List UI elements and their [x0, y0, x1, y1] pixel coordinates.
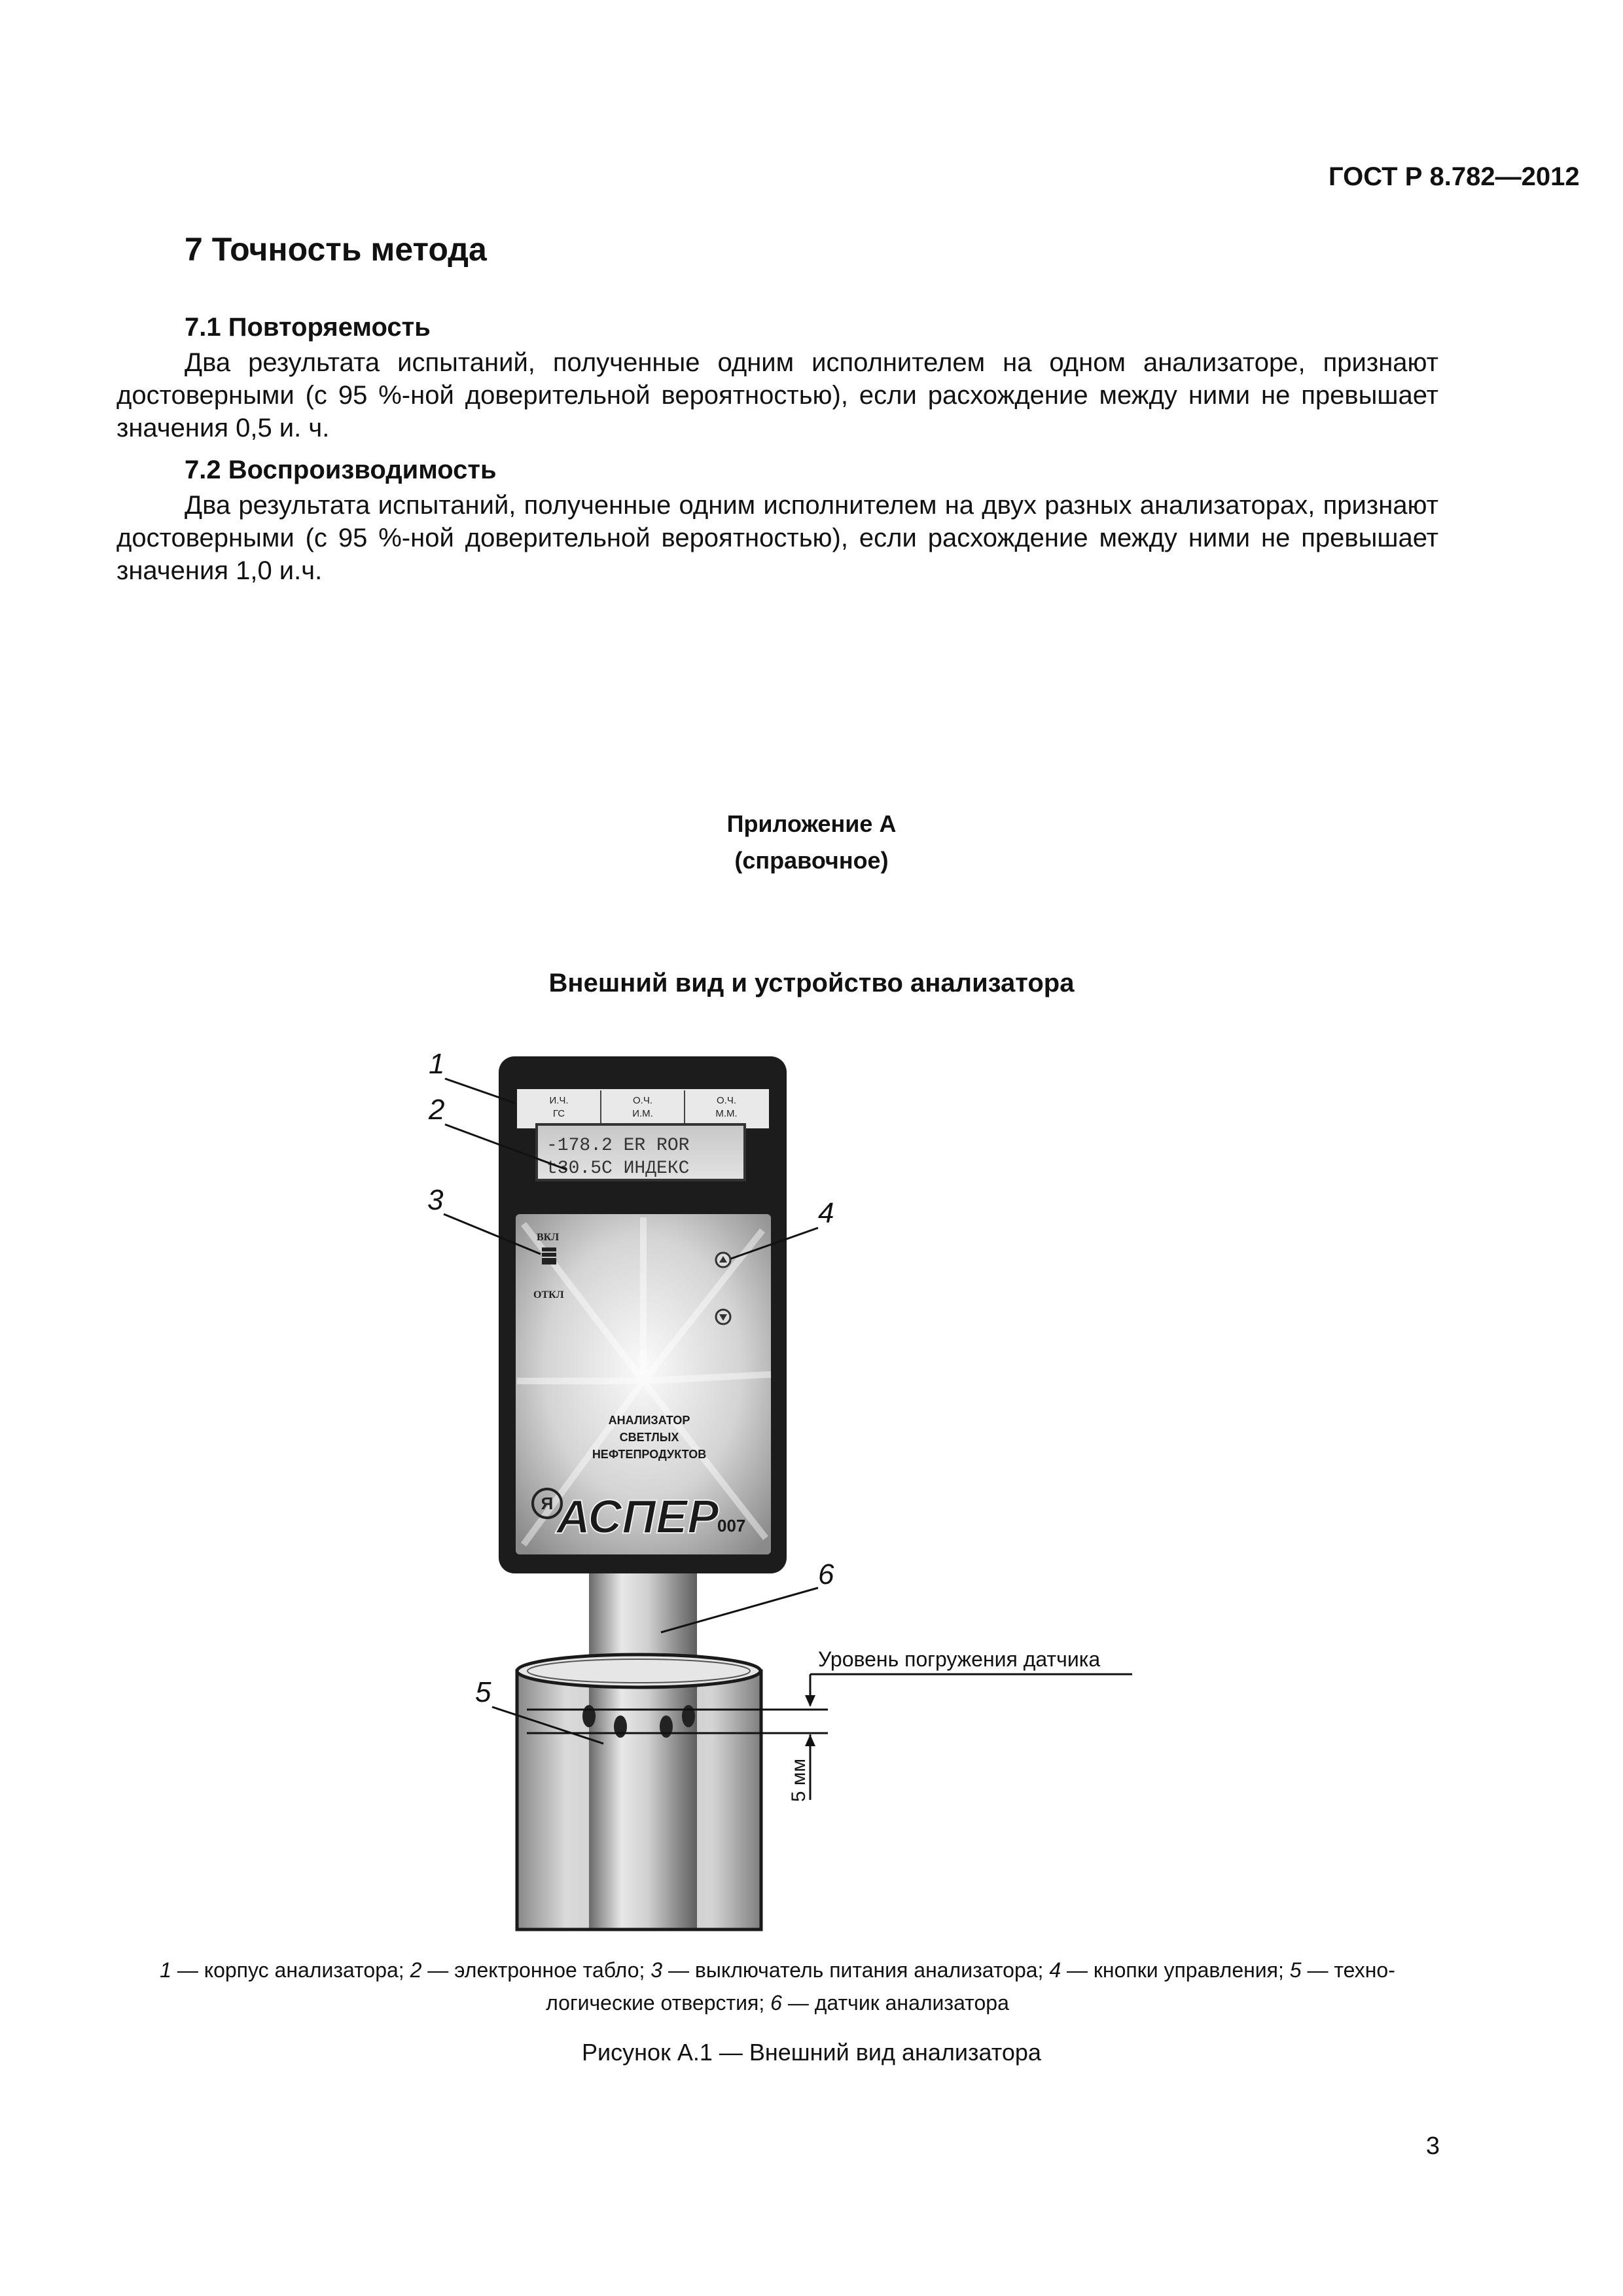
device-label-line-1: АНАЛИЗАТОР — [608, 1414, 690, 1427]
legend-num-4: 4 — [1049, 1958, 1061, 1982]
legend-text-6: — датчик анализатора — [781, 1991, 1009, 2015]
appendix-title: Внешний вид и устройство анализатора — [548, 969, 1075, 997]
legend-num-1: 1 — [160, 1958, 171, 1982]
page-number: 3 — [1425, 2132, 1440, 2160]
callout-5: 5 — [475, 1676, 491, 1708]
legend-num-6: 6 — [770, 1991, 782, 2015]
display-header-2: О.Ч. — [633, 1095, 652, 1106]
figure-caption: Рисунок А.1 — Внешний вид анализатора — [582, 2039, 1041, 2066]
callout-2: 2 — [429, 1094, 445, 1126]
paragraph-repeatability-text: Два результата испытаний, полученные одним исполнителем на одном анализаторе, признают достоверными (с 95 %-ной доверительной вероятностью), если расхождение между ними не превышает значения 0,5 и. ч. — [116, 348, 1438, 442]
brand-name: АСПЕР — [556, 1491, 719, 1543]
display-line-1: -178.2 ER ROR — [546, 1136, 690, 1156]
standard-number: ГОСТ Р 8.782—2012 — [1329, 162, 1580, 191]
callout-1: 1 — [429, 1048, 445, 1080]
display-line-2: t30.5C ИНДЕКС — [546, 1158, 690, 1179]
display-header-1b: ГС — [552, 1108, 565, 1119]
legend-text-5: — техно-логические отверстия; — [546, 1958, 1395, 2015]
legend-text-1: — корпус анализатора; — [171, 1958, 410, 1982]
electronic-display — [537, 1124, 745, 1180]
logo-letter: Я — [541, 1494, 554, 1513]
display-header-3: О.Ч. — [717, 1095, 736, 1106]
display-header — [517, 1089, 769, 1128]
legend-text-3: — выключатель питания анализатора; — [662, 1958, 1050, 1982]
figure-legend — [116, 1954, 1438, 2019]
legend-num-3: 3 — [651, 1958, 663, 1982]
display-header-2b: И.М. — [632, 1108, 653, 1119]
legend-text-4: — кнопки управления; — [1061, 1958, 1290, 1982]
measuring-cup — [517, 1655, 761, 1929]
subsection-title-reproducibility: 7.2 Воспроизводимость — [185, 456, 497, 484]
appendix-type: (справочное) — [734, 847, 889, 874]
subsection-title-repeatability: 7.1 Повторяемость — [185, 313, 431, 342]
display-header-1: И.Ч. — [549, 1095, 569, 1106]
section-title: 7 Точность метода — [185, 231, 487, 268]
brand-logo — [533, 1489, 745, 1543]
legend-text-2: — электронное табло; — [421, 1958, 651, 1982]
legend-num-2: 2 — [410, 1958, 422, 1982]
brand-model: 007 — [717, 1516, 746, 1535]
device-label-line-2: СВЕТЛЫХ — [619, 1431, 679, 1444]
legend-num-5: 5 — [1289, 1958, 1302, 1982]
appendix-label: Приложение А — [726, 810, 897, 837]
callout-3: 3 — [427, 1184, 444, 1216]
display-header-3b: М.М. — [715, 1108, 738, 1119]
dimension-label: 5 мм — [788, 1758, 810, 1803]
switch-off-label: ОТКЛ — [533, 1289, 564, 1300]
switch-on-label: ВКЛ — [537, 1232, 560, 1243]
immersion-label: Уровень погружения датчика — [818, 1647, 1101, 1671]
device-label-line-3: НЕФТЕПРОДУКТОВ — [592, 1448, 707, 1461]
callout-4: 4 — [818, 1197, 834, 1229]
callout-6: 6 — [818, 1558, 834, 1590]
paragraph-reproducibility-text: Два результата испытаний, полученные одним исполнителем на двух разных анализаторах, признают достоверными (с 95 %-ной доверительной вероятностью), если расхождение между ними не превышает значения 1,0 и.ч. — [116, 491, 1438, 585]
